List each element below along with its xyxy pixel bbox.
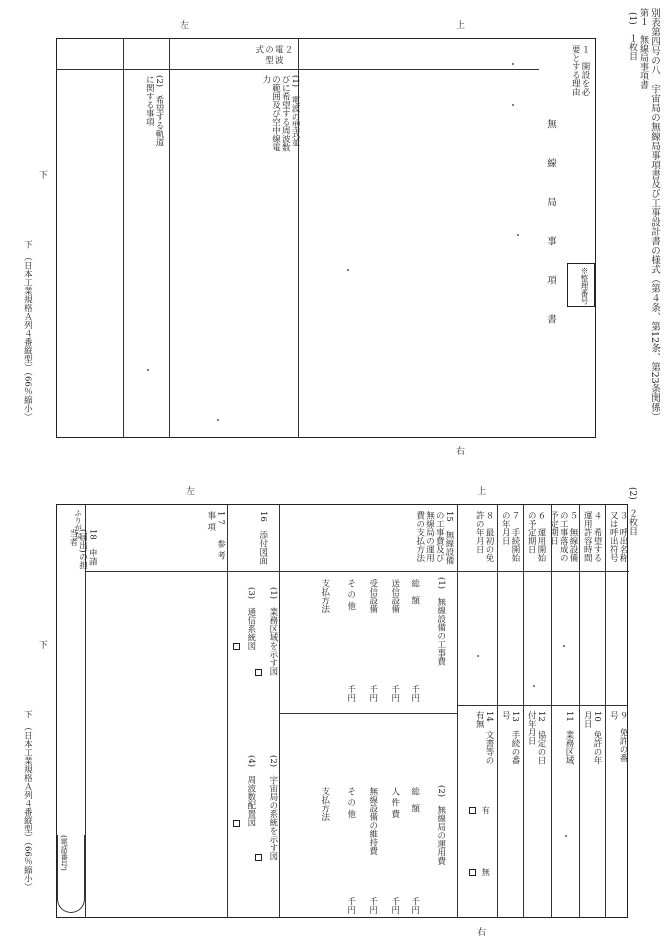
item16-label: 16 添付図面: [257, 511, 268, 565]
cost2-total-label: 総 額: [409, 787, 420, 813]
attach3-label: (3) 通信系統図: [245, 587, 256, 651]
page2-label: (2) ２枚目: [627, 487, 637, 536]
cost2-maintenance-unit: 千円: [367, 897, 378, 914]
item2-sub2-label: (2) 希望する軌道に関する事項: [144, 75, 164, 147]
page1-margin-top: 上: [456, 21, 466, 31]
item9-label: ９ 免許の番号: [608, 711, 628, 762]
attach3-option[interactable]: [233, 587, 255, 654]
item17-label: 17 参考事項: [205, 511, 226, 563]
item14-yes-option[interactable]: [469, 799, 490, 818]
col-divider-3: [123, 39, 124, 437]
item14-no-checkbox[interactable]: [469, 869, 476, 876]
attach2-option[interactable]: [255, 755, 277, 865]
cost1-total-label: 総 額: [409, 579, 420, 605]
item12-label: 12 協定の日付年月日: [526, 711, 546, 765]
page1-margin-left: 左: [180, 21, 190, 31]
col-divider-2: [169, 39, 170, 437]
item14-yes-label: 有: [481, 806, 491, 814]
item14-yes-checkbox[interactable]: [469, 807, 476, 814]
item7-label: ７ 手続開始の年月日: [500, 511, 520, 562]
cost2-other-label: そ の 他: [345, 787, 356, 818]
cost1-transmitter-unit: 千円: [389, 685, 400, 702]
item14-no-option[interactable]: [469, 861, 490, 880]
page1-label: (1) １枚目: [627, 12, 637, 61]
item14-no-label: 無: [481, 868, 491, 876]
furigana-label: ふりがな: [73, 509, 83, 539]
item18-label: 18 申請(届出)の担当者: [67, 529, 98, 570]
page2-margin-right: 右: [477, 928, 487, 938]
attach1-label: (1) 業務区域を示す図: [267, 587, 278, 676]
item4-label: ４ 希望する運用許容時間: [582, 511, 602, 562]
page1-form-title: 無 線 局 事 項 書: [545, 119, 556, 334]
cost1-receiver-label: 受信設備: [367, 579, 378, 613]
item10-label: 10 免許の年月日: [582, 711, 602, 765]
attach2-label: (2) 宇宙局の系統を示す図: [267, 755, 278, 861]
item2-sub1-label: (1) 電波の型式並びに希望する周波数の範囲及び空中線電力: [260, 75, 300, 152]
page2-margin-top: 上: [477, 487, 487, 497]
page2-paper-note: 下 （日本工業規格Ａ列４番縦型）（66％縮小）: [22, 710, 33, 891]
item1-label: １ 開設を必要とする理由: [570, 45, 590, 96]
attach4-label: (4) 周波数配置図: [245, 755, 256, 827]
attach1-checkbox[interactable]: [255, 669, 262, 676]
item5-label: ５ 無線設備の工事落成の予定期日: [548, 511, 578, 562]
page1-paper-note: 下 （日本工業規格Ａ列４番縦型）（66％縮小）: [22, 240, 33, 421]
item2-label: ２ 電波の型式: [253, 45, 293, 66]
item13-label: 13 手続の番号: [500, 711, 520, 765]
page2-margin-bottom-mark: 下: [36, 640, 47, 649]
item3-label: ３ 呼出名称又は呼出符号: [608, 511, 628, 562]
cost2-personnel-unit: 千円: [389, 897, 400, 914]
cost1-receiver-unit: 千円: [367, 685, 378, 702]
cost2-personnel-label: 人 件 費: [389, 787, 400, 818]
cost2-total-unit: 千円: [409, 897, 420, 914]
label-row-line: [57, 69, 539, 70]
page1-form-frame: [56, 38, 596, 438]
form-title: 別表第四号の八 宇宙局の無線局事項書及び工事設計書の様式（第４条、第12条、第23条関係）: [649, 8, 660, 422]
item8-label: ８ 最初の免許の年月日: [474, 511, 494, 562]
office-use-box: [567, 263, 595, 307]
page2-form-frame: [56, 504, 628, 918]
item6-label: ６ 運用開始の予定期日: [526, 511, 546, 562]
item15-label: 15 無線設備の工事費及び無線局の運用費の支払方法: [414, 511, 454, 565]
section-label: 第１ 無線局事項書: [638, 8, 648, 89]
contact-bracket: [57, 835, 85, 913]
cost1-payment-label: 支払方法: [319, 579, 330, 613]
office-use-label: ※整理番号: [580, 267, 589, 305]
item14-label: 14 文書等の有無: [474, 711, 494, 765]
page1-margin-right: 右: [456, 447, 466, 457]
cost1-other-label: そ の 他: [345, 579, 356, 610]
attach2-checkbox[interactable]: [255, 854, 262, 861]
item15-sub1-label: (1) 無線設備の工事費: [435, 577, 446, 666]
attach4-option[interactable]: [233, 755, 255, 831]
cost2-payment-label: 支払方法: [319, 787, 330, 821]
cost1-total-unit: 千円: [409, 685, 420, 702]
item15-sub2-label: (2) 無線局の運用費: [435, 785, 446, 866]
page2-margin-left: 左: [186, 487, 196, 497]
contact-label: (電話番号): [59, 835, 69, 871]
item11-label: 11 業務区域: [564, 711, 574, 765]
cost1-transmitter-label: 送信設備: [389, 579, 400, 613]
attach3-checkbox[interactable]: [233, 643, 240, 650]
attach4-checkbox[interactable]: [233, 820, 240, 827]
page1-margin-bottom-mark: 下: [36, 170, 47, 179]
attach1-option[interactable]: [255, 587, 277, 680]
cost2-other-unit: 千円: [345, 897, 356, 914]
cost2-maintenance-label: 無線設備の維持費: [367, 787, 378, 855]
cost1-other-unit: 千円: [345, 685, 356, 702]
